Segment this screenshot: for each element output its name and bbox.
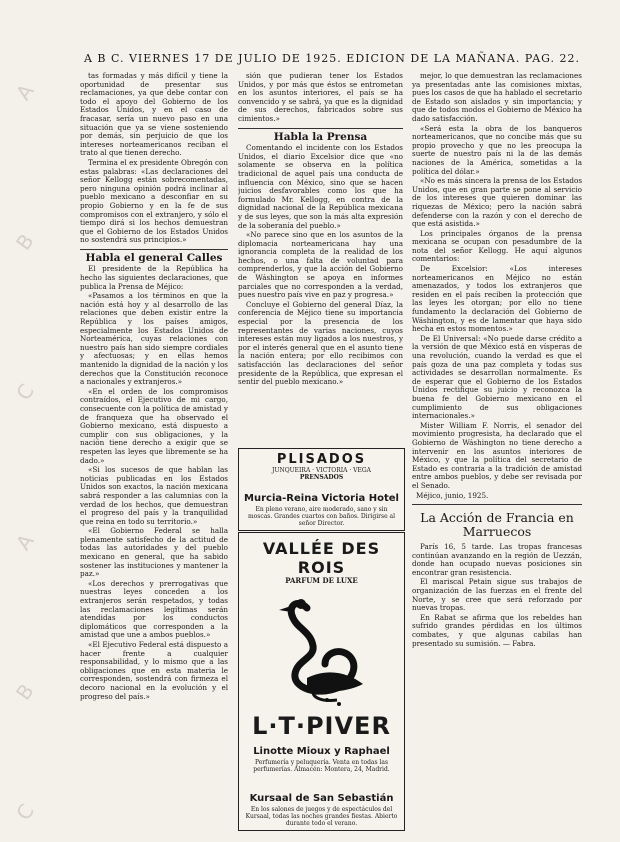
column-2 [238,72,403,444]
paragraph: Concluye el Gobierno del general Díaz, la conferencia de Méjico tiene su importancia especial por la presencia de los representantes de varias naciones, cuyos intereses están muy ligados a los nuestros, y por el interés general que en el asunto tiene la nación entera; por ello recibimos con satisfacción las declaraciones del señor presidente de la República, que expresan el sentir del pueblo mexicano.» [238,299,403,387]
page-header: A B C. VIERNES 17 DE JULIO DE 1925. EDICION DE LA MAÑANA. PAG. 22. [83,52,581,65]
divider [80,249,228,250]
watermark-letter: B [11,229,39,255]
paragraph: Termina el ex presidente Obregón con estas palabras: «Las declaraciones del señor Kellogg están sobrecomentadas, pero ninguna opinión podrá inclinar al pueblo mexicano a desconfiar en su propio Gobierno y en la fe de sus compromisos con el extranjero, y sólo el tiempo dirá si los hechos demuestran que el Gobierno de los Estados Unidos no sostendrá sus principios.» [80,157,228,245]
section-heading-calles: Habla el general Calles [85,251,223,264]
divider [238,128,403,129]
paragraph: «No es más sincera la prensa de los Estados Unidos, que en gran parte se pone al servicio de los intereses que quieren dominar las riquezas de México; pero la nación sabrá defenderse con la razón y con el derecho de que está asistida.» [412,176,582,229]
ad-title: PLISADOS [276,452,367,467]
section-heading-prensa: Habla la Prensa [273,130,368,143]
column-1 [80,72,228,832]
ad-title: Linotte Mioux y Raphael [253,746,390,757]
paragraph: Los principales órganos de la prensa mexicana se ocupan con pesadumbre de la nota del señor Kellogg. He aquí algunos comentarios: [412,228,582,264]
paragraph: París 16, 5 tarde. Las tropas francesas continúan avanzando en la región de Uezzán, donde han ocupado nuevas posiciones sin encontrar gran resistencia. [412,542,582,577]
ad-title: Kursaal de San Sebastián [249,793,394,804]
ad-brand: L·T·PIVER [252,712,391,740]
ad-title: Murcia-Reina Victoria Hotel [244,493,399,504]
ad-subtitle: JUNQUEIRA · VICTORIA · VEGA [271,467,371,474]
paragraph: tas formadas y más difícil y tiene la oportunidad de presentar sus reclamaciones, ya que debe contar con todo el apoyo del Gobierno de los Estados Unidos, y en el caso de fracasar, sería un nuevo paso en una situación que ya se viene sosteniendo por demás, sin perjuicio de que los intereses norteamericanos reciban el trato al que tienen derecho. [80,72,228,158]
paragraph: «Será esta la obra de los banqueros norteamericanos, que no concibe más que su propio provecho y que no les preocupa la suerte de nuestro país ni la de las demás naciones de la América, sometidas a la política del dólar.» [412,123,582,176]
paragraph: «Si los sucesos de que hablan las noticias publicadas en los Estados Unidos son exactos, la nación mexicana sabrá responder a las calumnias con la verdad de los hechos, que demuestran el progreso del país y la tranquilidad que reina en todo su territorio.» [80,465,228,526]
ad-piver [238,532,405,744]
column-3 [412,72,582,832]
ad-text: En los salones de juegos y de espectáculos del Kursaal, todas las noches grandes fiestas. Abierto durante todo el verano. [245,806,398,827]
swan-illustration-icon [267,588,377,708]
paragraph: «El Gobierno Federal se halla plenamente satisfecho de la actitud de todas las autoridades y del pueblo mexicano en general, que ha sabido sostener las instituciones y mantener la paz.» [80,526,228,579]
watermark-letter: C [11,799,39,825]
ad-text: Perfumería y peluquería. Venta en todas las perfumerías. Almacén: Montera, 24, Madrid. [253,759,390,773]
paragraph: Mister William F. Norris, el senador del movimiento progresista, ha declarado que el Gobierno de Wáshington no tiene derecho a intervenir en los asuntos interiores de México, y que la política del secretario de Estado es contraria a la tradición de amistad entre ambos pueblos, y debe ser revisada por el Senado. [412,420,582,490]
watermark-letter: A [11,529,39,555]
watermark-letter: A [11,79,39,105]
ad-title: VALLÉE DES ROIS [262,539,381,577]
paragraph: «El Ejecutivo Federal está dispuesto a hacer frente a cualquier responsabilidad, y lo mismo que a las obligaciones que en esta materia le corresponden, sostendrá con firmeza el decoro nacional en la evolución y el progreso del país.» [80,640,228,701]
ad-linotte [238,742,405,791]
paragraph: En Rabat se afirma que los rebeldes han sufrido grandes pérdidas en los últimos combates, y que algunas cabilas han presentado su sumisión. — Fabra. [412,612,582,648]
paragraph: «No parece sino que en los asuntos de la diplomacia norteamericana hay una ignorancia completa de la realidad de los hechos, o una falta de voluntad para comprenderlos, y que la acción del Gobierno de Wáshington se apoya en informes parciales que no corresponden a la verdad, pues nuestro país vive en paz y progresa.» [238,230,403,300]
divider [412,504,582,505]
paragraph: De El Universal: «No puede darse crédito a la versión de que México está en vísperas de una revolución, cuando la verdad es que el país goza de una paz completa y todas sus actividades se desarrollan normalmente. Es de esperar que el Gobierno de los Estados Unidos rectifique su juicio y reconozca la buena fe del Gobierno mexicano en el cumplimiento de sus obligaciones internacionales.» [412,333,582,421]
paragraph: «Pasamos a los términos en que la nación está hoy y al desarrollo de las relaciones que deben existir entre la República y los países amigos, especialmente los Estados Unidos de Norteamérica, cuyas relaciones con nuestro país han sido siempre cordiales y afectuosas; y en ellas hemos mantenido la dignidad de la nación y los derechos que la Constitución reconoce a nacionales y extranjeros.» [80,291,228,387]
paragraph: mejor, lo que demuestran las reclamaciones ya presentadas ante las comisiones mixtas, pues los casos de que ha hablado el secretario de Estado son aislados y sin importancia; y que de todos modos el Gobierno de México ha dado satisfacción. [412,72,582,123]
ad-kursaal [238,790,405,831]
ad-subtitle: PRENSADOS [299,474,344,481]
paragraph: «En el orden de los compromisos contraídos, el Ejecutivo de mi cargo, consecuente con la política de amistad y de franqueza que ha observado el Gobierno mexicano, está dispuesto a cumplir con sus obligaciones, y la nación tiene derecho a exigir que se respeten las leyes que libremente se ha dado.» [80,386,228,465]
ad-murcia-hotel [238,490,405,531]
paragraph: De Excelsior: «Los intereses norteamericanos en Méjico no están amenazados, y todos los extranjeros que residen en el país reciben la protección que las leyes les otorgan; por ello no tiene fundamento la declaración del Gobierno de Wáshington, y es de lamentar que haya sido hecha en estos momentos.» [412,264,582,334]
dateline: Méjico, junio, 1925. [416,490,489,500]
ad-subtitle: PARFUM DE LUXE [285,576,358,585]
ad-text: En pleno verano, aire moderado, sano y sin moscas. Grandes cuartos con baños. Dirigirse al señor Director. [247,506,396,527]
paragraph: sión que pudieran tener los Estados Unidos, y por más que éstos se entrometan en los asuntos interiores, el país se ha convencido y se sabrá, ya que es la dignidad de sus derechos, fabricados sobre sus cimientos.» [238,72,403,123]
paragraph: «Los derechos y prerrogativas que nuestras leyes conceden a los extranjeros serán respetados, y todas las reclamaciones legítimas serán atendidas por los conductos diplomáticos que corresponden a la amistad que une a ambos pueblos.» [80,578,228,640]
paragraph: Comentando el incidente con los Estados Unidos, el diario Excelsior dice que «no solamente se observa en la política tradicional de aquel país una conducta de influencia con México, sino que se hacen juicios desfavorables como los que ha formulado Mr. Kellogg, en contra de la dignidad nacional de la República mexicana y de sus leyes, que son la más alta expresión de la soberanía del pueblo.» [238,143,403,230]
ad-plisados [238,448,405,492]
watermark-letter: B [11,679,39,705]
paragraph: El mariscal Petain sigue sus trabajos de organización de las fuerzas en el frente del Norte, y se cree que será reforzado por nuevas tropas. [412,577,582,613]
paragraph: El presidente de la República ha hecho las siguientes declaraciones, que publica la Prensa de Méjico: [80,264,228,291]
watermark-letter: C [11,379,39,405]
section-heading-marruecos: La Acción de Francia en Marruecos [420,510,574,540]
